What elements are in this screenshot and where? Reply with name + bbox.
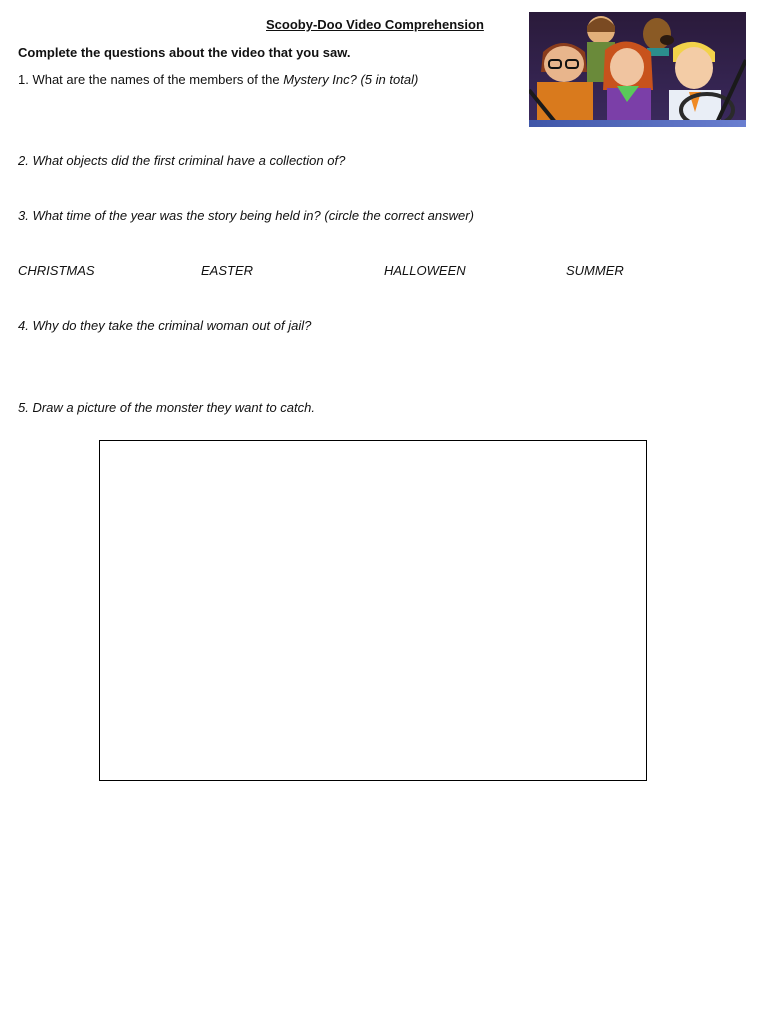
question-5: 5. Draw a picture of the monster they want to catch. bbox=[18, 400, 315, 415]
question-2: 2. What objects did the first criminal have a collection of? bbox=[18, 153, 346, 168]
question-1-italic-text: Mystery Inc? (5 in total) bbox=[283, 72, 419, 87]
answer-option-christmas[interactable]: CHRISTMAS bbox=[18, 263, 95, 278]
question-1 bbox=[18, 72, 418, 87]
answer-option-halloween[interactable]: HALLOWEEN bbox=[384, 263, 466, 278]
question-1-text: 1. What are the names of the members of the bbox=[18, 72, 284, 87]
answer-option-easter[interactable]: EASTER bbox=[201, 263, 254, 278]
answer-option-summer[interactable]: SUMMER bbox=[566, 263, 624, 278]
worksheet-title: Scooby-Doo Video Comprehension bbox=[266, 17, 484, 32]
question-4: 4. Why do they take the criminal woman out of jail? bbox=[18, 318, 312, 333]
instructions: Complete the questions about the video that you saw. bbox=[18, 45, 351, 60]
scooby-doo-gang-picture bbox=[529, 12, 746, 127]
question-3: 3. What time of the year was the story being held in? (circle the correct answer) bbox=[18, 208, 474, 223]
drawing-box[interactable] bbox=[99, 440, 647, 781]
